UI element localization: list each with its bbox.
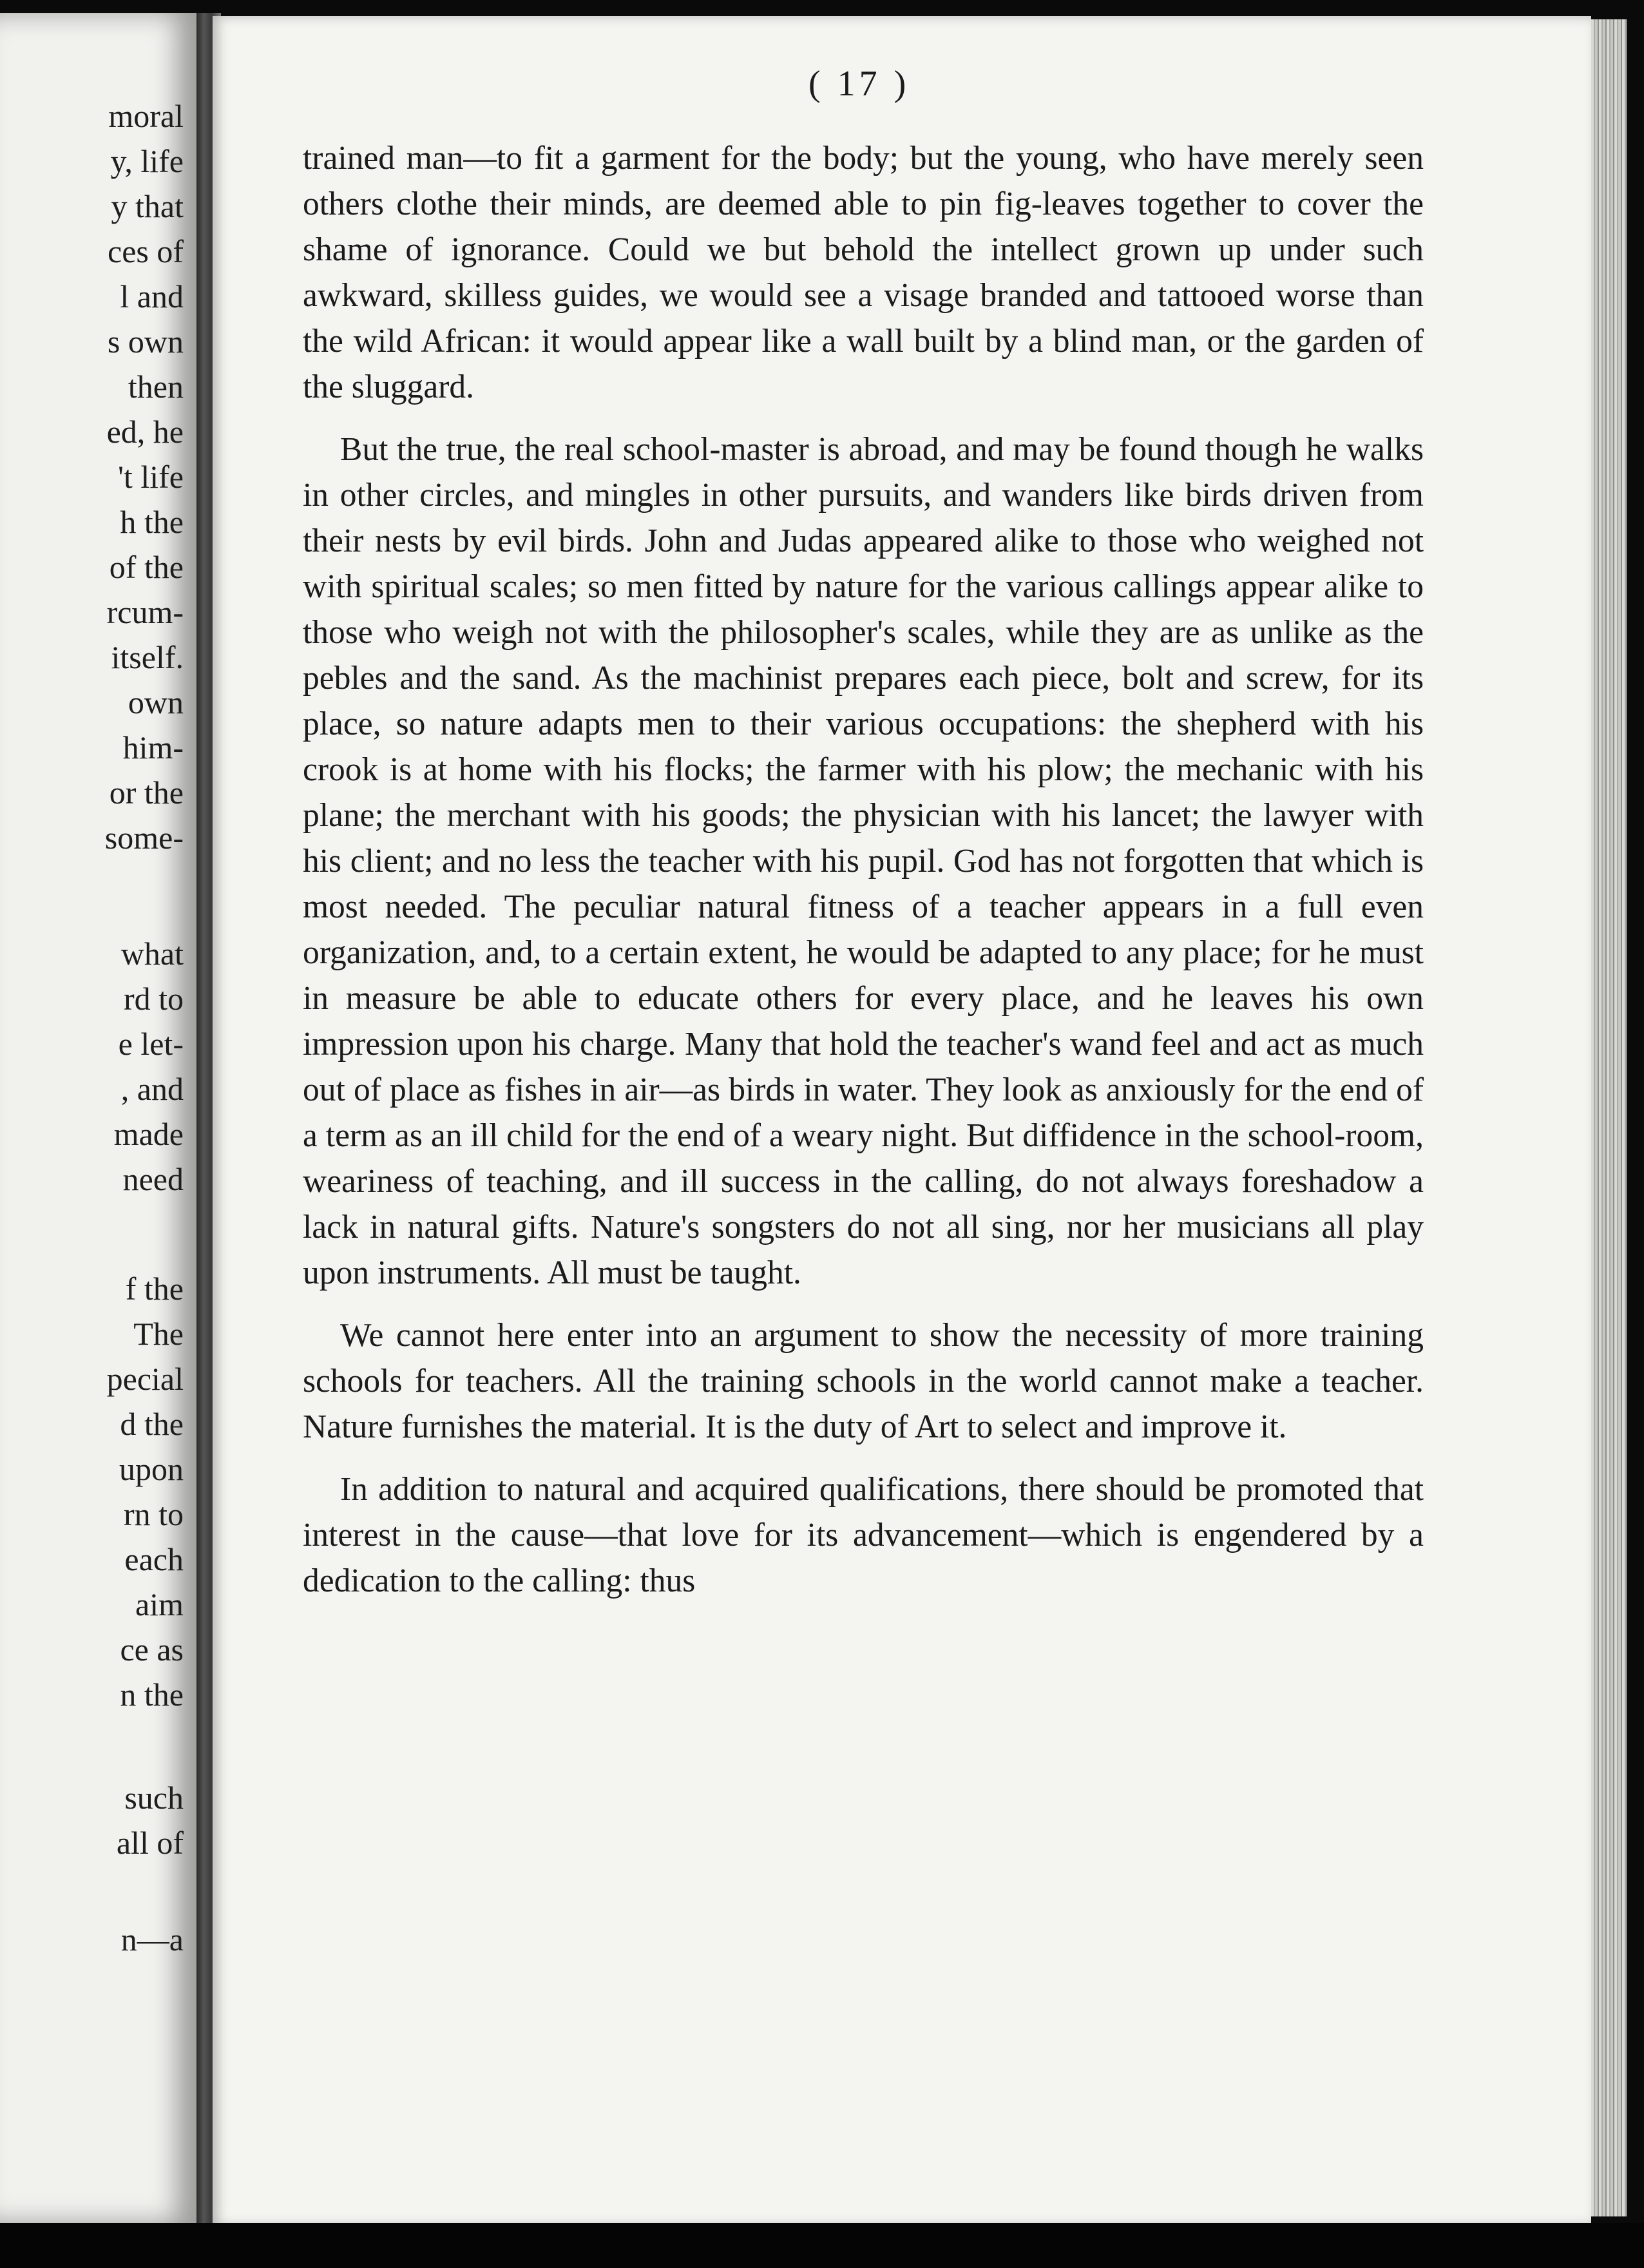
left-page-fragment: s own bbox=[107, 323, 184, 360]
left-page-fragment: ces of bbox=[108, 233, 184, 269]
left-page-fragment: f the bbox=[125, 1271, 184, 1307]
left-page-fragment: , and bbox=[120, 1071, 184, 1107]
left-page-fragment: of the bbox=[109, 549, 184, 585]
left-page-fragment: some- bbox=[104, 820, 184, 856]
left-page-fragment: y that bbox=[111, 188, 184, 224]
left-page-fragment: ed, he bbox=[106, 414, 184, 450]
left-page-fragment: The bbox=[133, 1316, 184, 1352]
left-page-fragment: moral bbox=[108, 98, 184, 134]
paragraph-2: But the true, the real school-master is abroad, and may be found though he walks in other circles, and mingles in other pursuits, and wanders like birds driven from their nests by evil birds. John and Judas appeared alike to those who weighed not with spiritual scales; so men fitted by nature for the various callings appear alike to those who weigh not with the philosopher's scales, while they are as unlike as the pebles and the sand. As the machinist prepares each piece, bolt and screw, for its place, so nature adapts men to their various occupations: the shepherd with his crook is at home with his flocks; the farmer with his plow; the mechanic with his plane; the merchant with his goods; the physician with his lancet; the lawyer with his client; and no less the teacher with his pupil. God has not forgotten that which is most needed. The peculiar natural fitness of a teacher appears in a full even organization, and, to a certain extent, he would be adapted to any place; for he must in measure be able to educate others for every place, and he leaves his own impression upon his charge. Many that hold the teacher's wand feel and act as much out of place as fishes in air—as birds in water. They look as anxiously for the end of a term as an ill child for the end of a weary night. But diffidence in the school-room, weariness of teaching, and ill success in the calling, do not always foreshadow a lack in natural gifts. Nature's songsters do not all sing, nor her musicians all play upon instruments. All must be taught. bbox=[303, 431, 1424, 1291]
left-page-fragment: such bbox=[124, 1780, 184, 1816]
left-page-fragment: y, life bbox=[110, 143, 184, 179]
left-page-fragment: need bbox=[122, 1161, 184, 1197]
left-page-fragment: rcum- bbox=[106, 594, 184, 630]
left-page-fragment: him- bbox=[122, 729, 184, 765]
left-page-fragment: aim bbox=[135, 1586, 184, 1622]
left-page-fragment: rd to bbox=[123, 981, 184, 1017]
left-page-fragment: d the bbox=[120, 1406, 184, 1442]
left-page-fragment: pecial bbox=[106, 1361, 184, 1397]
paragraph-3: We cannot here enter into an argument to show the necessity of more training schools for teachers. All the training schools in the world cannot make a teacher. Nature furnishes the material. It is the duty of Art to select and improve it. bbox=[303, 1317, 1424, 1445]
left-page-fragment: then bbox=[128, 369, 184, 405]
left-page-fragment: upon bbox=[119, 1451, 184, 1487]
body-text bbox=[303, 135, 1424, 1604]
left-page-fragment: ce as bbox=[120, 1631, 184, 1667]
left-page-fragment: made bbox=[113, 1116, 184, 1152]
page-number: ( 17 ) bbox=[808, 64, 910, 104]
left-page-fragment: 't life bbox=[117, 459, 184, 495]
page-edge bbox=[1591, 19, 1627, 2216]
paragraph-4: In addition to natural and acquired qualifications, there should be promoted that interest in the cause—that love for its advancement—which is engendered by a dedication to the calling: thus bbox=[303, 1471, 1424, 1599]
bottom-shadow bbox=[0, 2223, 1644, 2268]
left-page-fragment: or the bbox=[109, 774, 184, 811]
left-page-fragment: each bbox=[124, 1541, 184, 1577]
left-facing-page bbox=[0, 13, 196, 2223]
left-page-fragment: own bbox=[128, 684, 184, 720]
left-page-fragment: e let- bbox=[118, 1026, 184, 1062]
left-page-fragment: n the bbox=[120, 1677, 184, 1713]
left-page-fragment: all of bbox=[116, 1825, 184, 1861]
left-page-fragment: what bbox=[120, 936, 184, 972]
left-page-fragment: h the bbox=[120, 504, 184, 540]
paragraph-1: trained man—to fit a garment for the body; but the young, who have merely seen others clothe their minds, are deemed able to pin fig-leaves together to cover the shame of ignorance. Could we but behold the intellect grown up under such awkward, skilless guides, we would see a visage branded and tattooed worse than the wild African: it would appear like a wall built by a blind man, or the garden of the sluggard. bbox=[303, 140, 1424, 405]
left-page-fragment: l and bbox=[120, 278, 184, 314]
left-page-fragment: n—a bbox=[120, 1921, 184, 1957]
left-page-fragment: itself. bbox=[111, 639, 184, 675]
left-page-fragment: rn to bbox=[123, 1496, 184, 1532]
